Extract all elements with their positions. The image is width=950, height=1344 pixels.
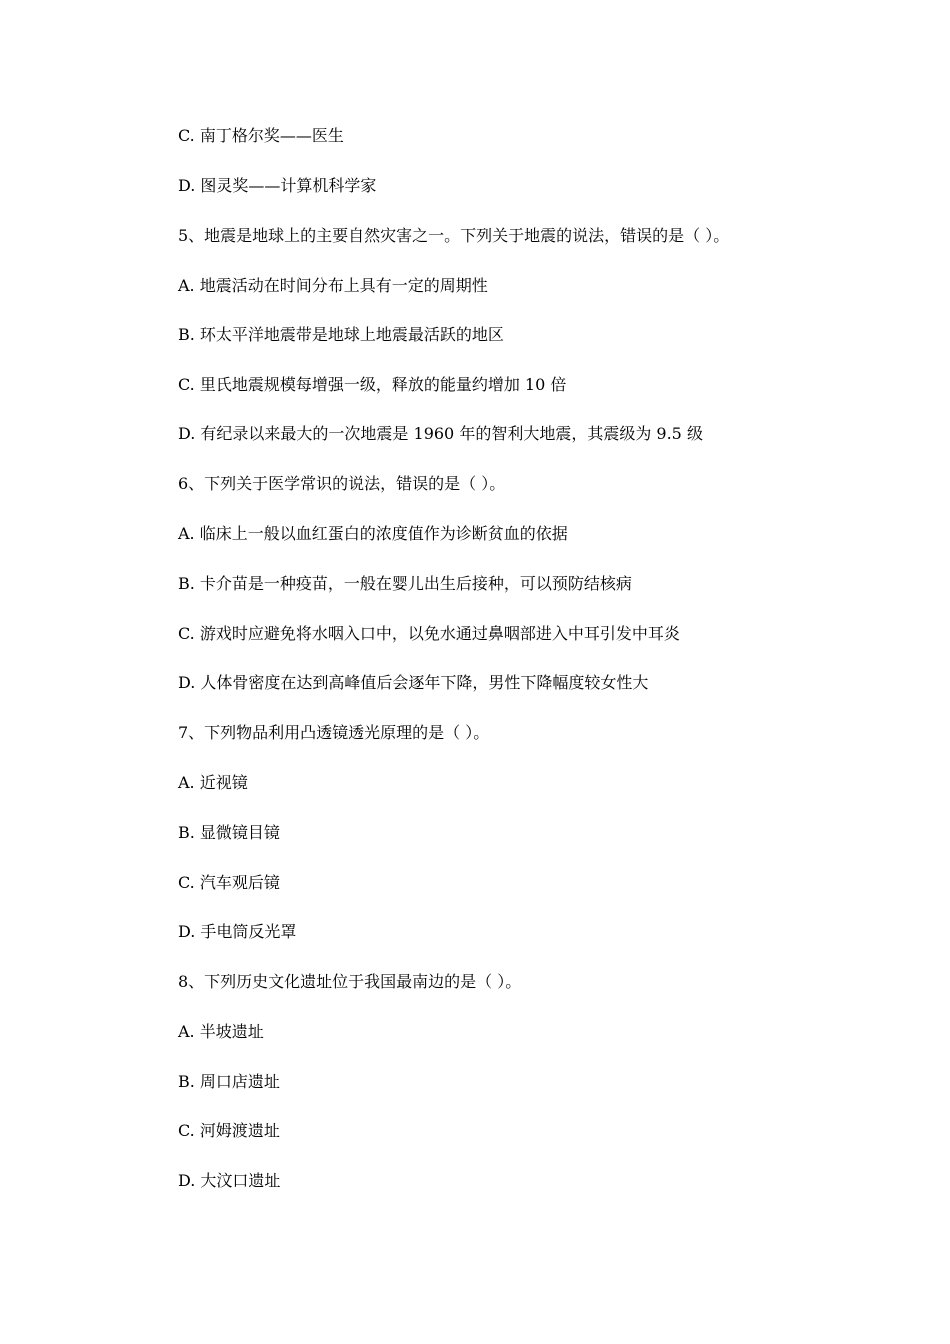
option-8d: D. 大汶口遗址 (178, 1171, 281, 1190)
option-5a: A. 地震活动在时间分布上具有一定的周期性 (178, 276, 488, 295)
option-8a: A. 半坡遗址 (178, 1022, 264, 1041)
option-6b: B. 卡介苗是一种疫苗，一般在婴儿出生后接种，可以预防结核病 (178, 574, 632, 593)
option-7d: D. 手电筒反光罩 (178, 922, 297, 941)
question-8: 8、下列历史文化遗址位于我国最南边的是（ ）。 (178, 972, 522, 991)
option-7a: A. 近视镜 (178, 773, 248, 792)
option-4c: C. 南丁格尔奖——医生 (178, 126, 344, 145)
question-7: 7、下列物品利用凸透镜透光原理的是（ ）。 (178, 723, 490, 742)
option-7c: C. 汽车观后镜 (178, 873, 280, 892)
option-5d: D. 有纪录以来最大的一次地震是 1960 年的智利大地震，其震级为 9.5 级 (178, 424, 703, 443)
option-7b: B. 显微镜目镜 (178, 823, 280, 842)
option-8c: C. 河姆渡遗址 (178, 1121, 280, 1140)
question-5: 5、地震是地球上的主要自然灾害之一。下列关于地震的说法，错误的是（ ）。 (178, 226, 730, 245)
option-5c: C. 里氏地震规模每增强一级，释放的能量约增加 10 倍 (178, 375, 567, 394)
question-6: 6、下列关于医学常识的说法，错误的是（ ）。 (178, 474, 506, 493)
option-5b: B. 环太平洋地震带是地球上地震最活跃的地区 (178, 325, 504, 344)
option-4d: D. 图灵奖——计算机科学家 (178, 176, 377, 195)
option-6d: D. 人体骨密度在达到高峰值后会逐年下降，男性下降幅度较女性大 (178, 673, 649, 692)
option-8b: B. 周口店遗址 (178, 1072, 280, 1091)
option-6a: A. 临床上一般以血红蛋白的浓度值作为诊断贫血的依据 (178, 524, 568, 543)
option-6c: C. 游戏时应避免将水咽入口中，以免水通过鼻咽部进入中耳引发中耳炎 (178, 624, 680, 643)
